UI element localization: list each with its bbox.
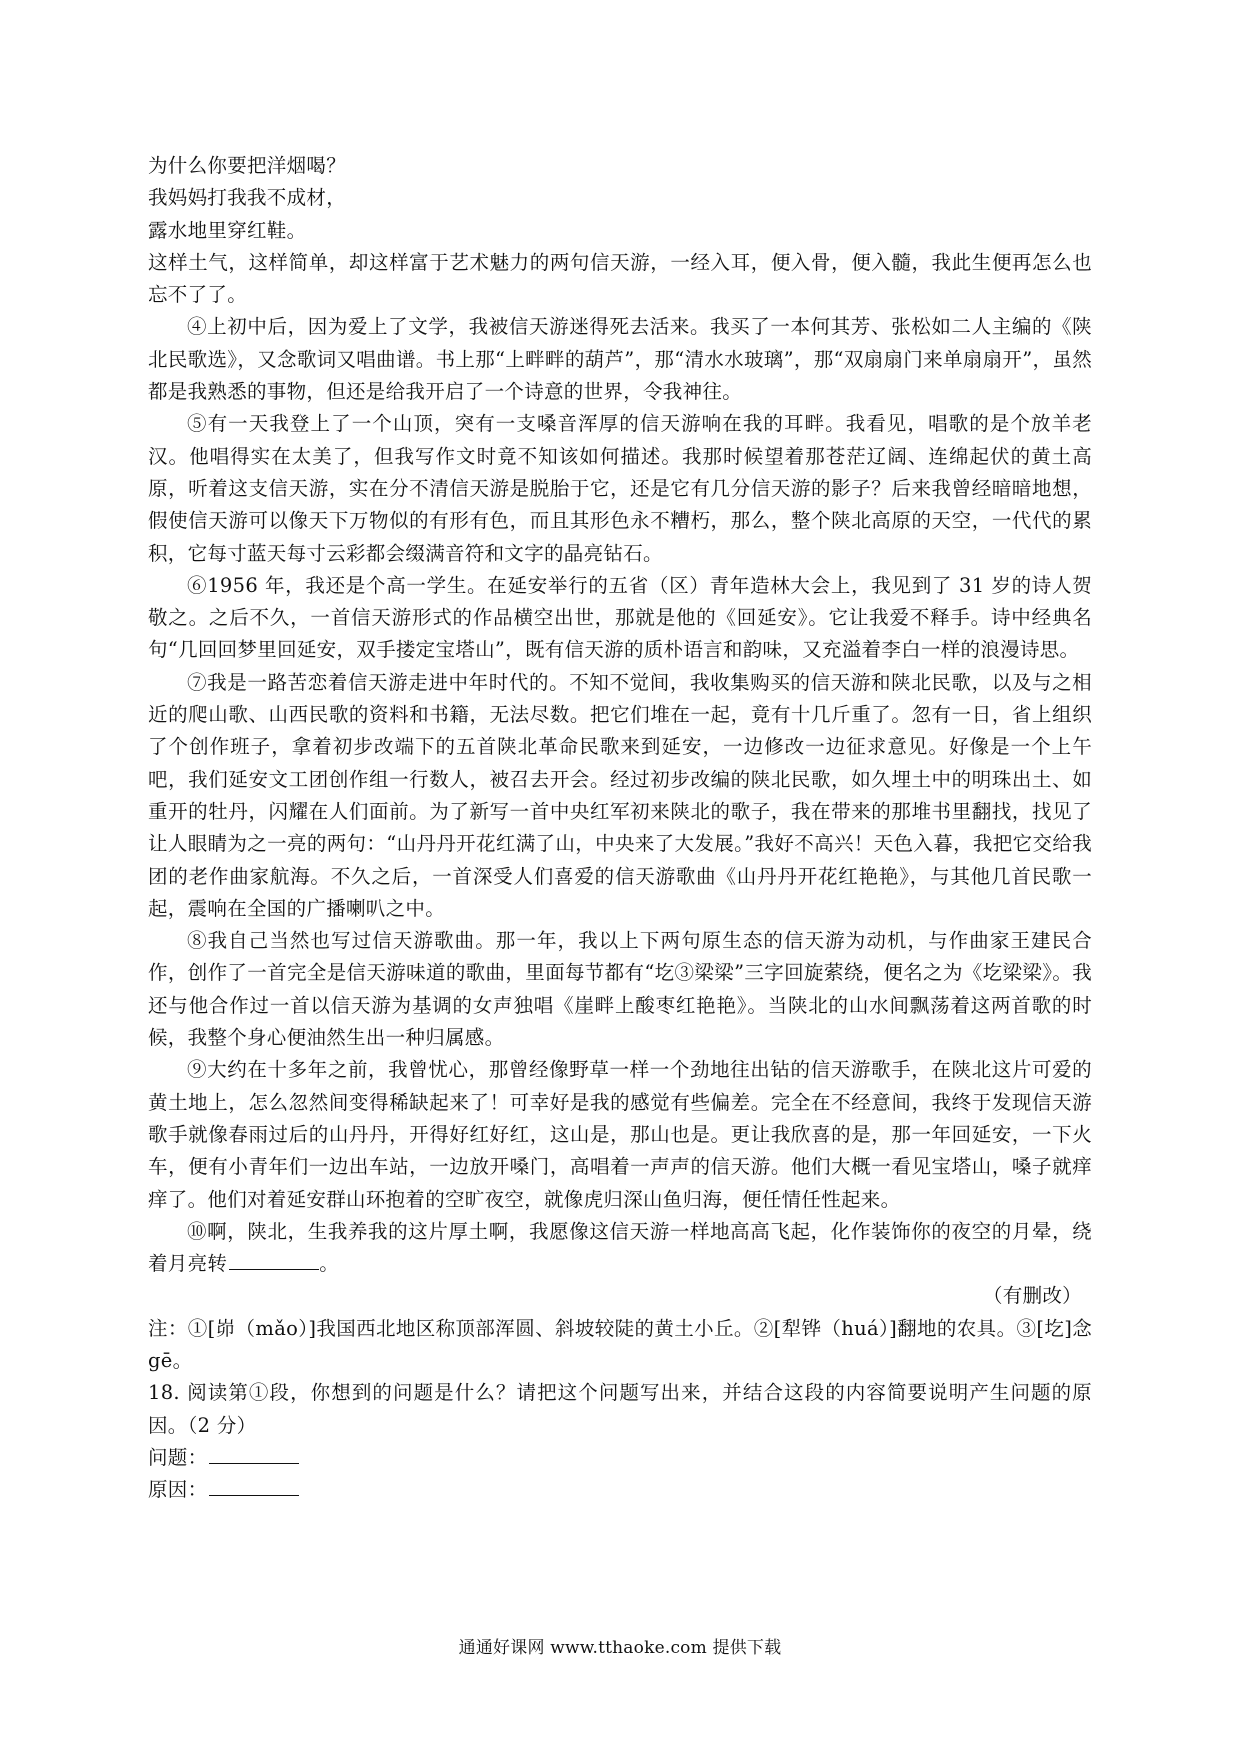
paragraph-10 [148,1216,1092,1281]
reason-answer-blank[interactable] [209,1477,299,1496]
poem-line-3: 露水地里穿红鞋。 [148,218,307,242]
question-18: 18. 阅读第①段，你想到的问题是什么？请把这个问题写出来，并结合这段的内容简要说明产生问题的原因。（2 分） [148,1381,1092,1437]
footnotes: 注：①[峁（mǎo）]我国西北地区称顶部浑圆、斜坡较陡的黄土小丘。②[犁铧（huá）]翻地的农具。③[圪]念 gē。 [148,1316,1092,1372]
paragraph-10-end: 。 [319,1252,340,1276]
answer-reason-row [148,1474,1092,1506]
reason-label: 原因： [148,1478,208,1502]
paragraph-6: ⑥1956 年，我还是个高一学生。在延安举行的五省（区）青年造林大会上，我见到了 31 岁的诗人贺敬之。之后不久，一首信天游形式的作品横空出世，那就是他的《回延安》。它让我爱不释手。诗中经典名句“几回回梦里回延安，双手搂定宝塔山”，既有信天游的质朴语言和韵味，又充溢着李白一样的浪漫诗思。 [148,573,1092,662]
paragraph-7: ⑦我是一路苦恋着信天游走进中年时代的。不知不觉间，我收集购买的信天游和陕北民歌，以及与之相近的爬山歌、山西民歌的资料和书籍，无法尽数。把它们堆在一起，竟有十几斤重了。忽有一日，省上组织了个创作班子，拿着初步改端下的五首陕北革命民歌来到延安，一边修改一边征求意见。好像是一个上午吧，我们延安文工团创作组一行数人，被召去开会。经过初步改编的陕北民歌，如久埋土中的明珠出土、如重开的牡丹，闪耀在人们面前。为了新写一首中央红军初来陕北的歌子，我在带来的那堆书里翻找，找见了让人眼睛为之一亮的两句：“山丹丹开花红满了山，中央来了大发展。”我好不高兴！天色入暮，我把它交给我团的老作曲家航海。不久之后，一首深受人们喜爱的信天游歌曲《山丹丹开花红艳艳》，与其他几首民歌一起，震响在全国的广播喇叭之中。 [148,670,1092,920]
fill-in-blank[interactable] [229,1251,319,1270]
problem-answer-blank[interactable] [209,1445,299,1464]
paragraph-9: ⑨大约在十多年之前，我曾忧心，那曾经像野草一样一个劲地往出钻的信天游歌手，在陕北这片可爱的黄土地上，怎么忽然间变得稀缺起来了！可幸好是我的感觉有些偏差。完全在不经意间，我终于发现信天游歌手就像春雨过后的山丹丹，开得好红好红，这山是，那山也是。更让我欣喜的是，那一年回延安，一下火车，便有小青年们一边出车站，一边放开嗓门，高唱着一声声的信天游。他们大概一看见宝塔山，嗓子就痒痒了。他们对着延安群山环抱着的空旷夜空，就像虎归深山鱼归海，便任情任性起来。 [148,1058,1092,1211]
problem-label: 问题： [148,1445,208,1469]
article-body [148,150,1092,1506]
intro-paragraph: 这样土气，这样简单，却这样富于艺术魅力的两句信天游，一经入耳，便入骨，便入髓，我此生便再怎么也忘不了了。 [148,250,1092,307]
poem-line-2: 我妈妈打我我不成材， [148,186,347,210]
source-note: （有删改） [982,1284,1082,1308]
paragraph-8: ⑧我自己当然也写过信天游歌曲。那一年，我以上下两句原生态的信天游为动机，与作曲家王建民合作，创作了一首完全是信天游味道的歌曲，里面每节都有“圪③梁梁”三字回旋萦绕，便名之为《圪梁梁》。我还与他合作过一首以信天游为基调的女声独唱《崖畔上酸枣红艳艳》。当陕北的山水间飘荡着这两首歌的时候，我整个身心便油然生出一种归属感。 [148,929,1092,1050]
paragraph-5: ⑤有一天我登上了一个山顶，突有一支嗓音浑厚的信天游响在我的耳畔。我看见，唱歌的是个放羊老汉。他唱得实在太美了，但我写作文时竟不知该如何描述。我那时候望着那苍茫辽阔、连绵起伏的黄土高原，听着这支信天游，实在分不清信天游是脱胎于它，还是它有几分信天游的影子？后来我曾经暗暗地想，假使信天游可以像天下万物似的有形有色，而且其形色永不糟朽，那么，整个陕北高原的天空，一代代的累积，它每寸蓝天每寸云彩都会缀满音符和文字的晶亮钻石。 [148,412,1092,565]
poem-line-1: 为什么你要把洋烟喝？ [148,154,347,177]
answer-problem-row [148,1442,1092,1474]
paragraph-4: ④上初中后，因为爱上了文学，我被信天游迷得死去活来。我买了一本何其芳、张松如二人主编的《陕北民歌选》，又念歌词又唱曲谱。书上那“上畔畔的葫芦”，那“清水水玻璃”，那“双扇扇门来单扇扇开”，虽然都是我熟悉的事物，但还是给我开启了一个诗意的世界，令我神往。 [148,315,1092,404]
paragraph-10-text: ⑩啊，陕北，生我养我的这片厚土啊，我愿像这信天游一样地高高飞起，化作装饰你的夜空的月晕，绕着月亮转 [148,1219,1092,1276]
page-footer: 通通好课网 www.tthaoke.com 提供下载 [458,1638,782,1658]
